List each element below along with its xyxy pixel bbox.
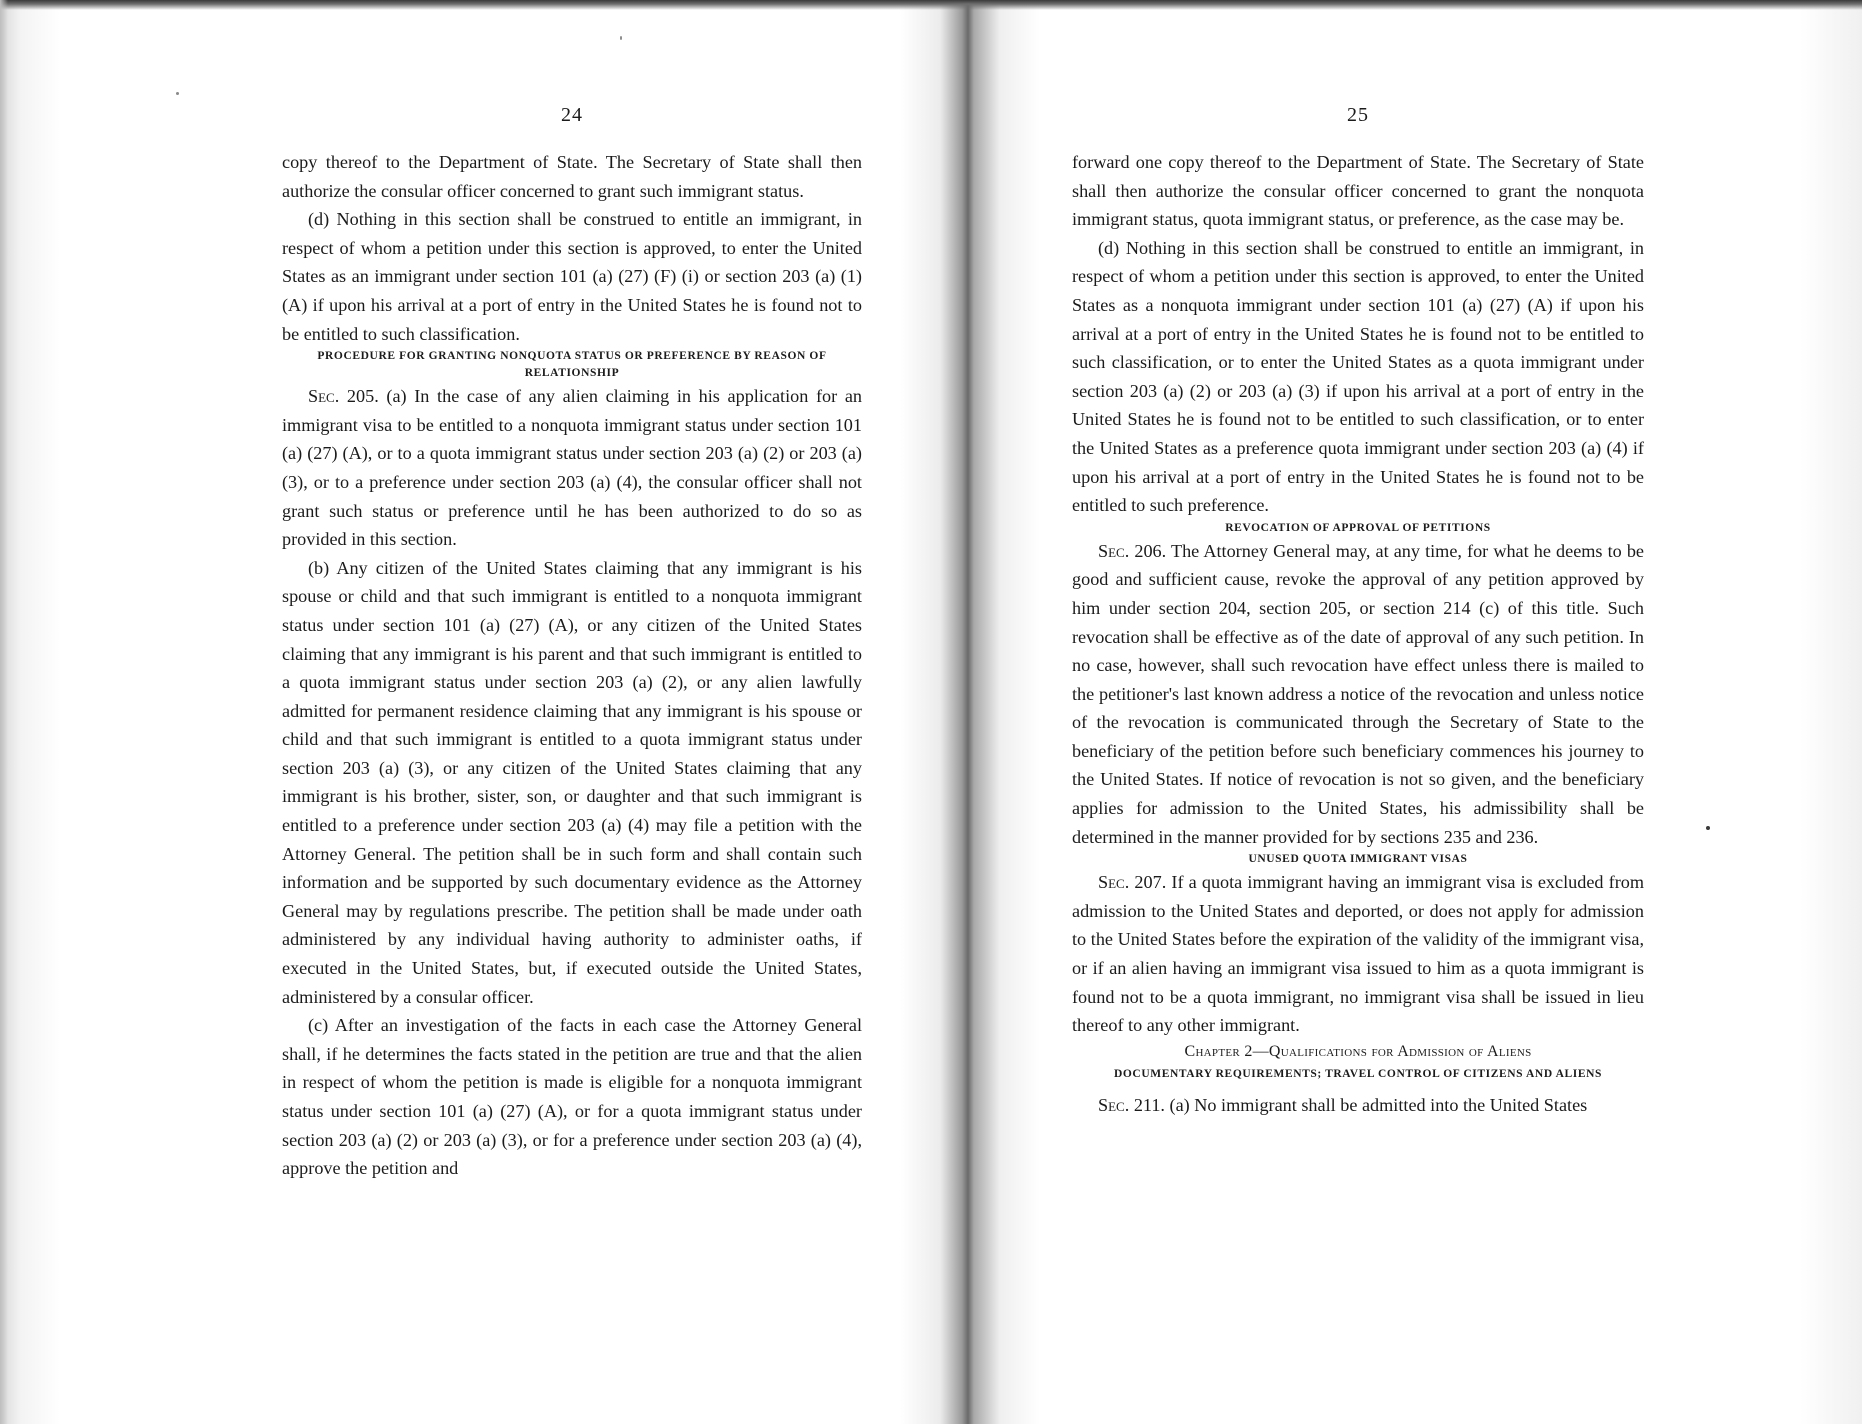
page-number-right: 25	[1347, 104, 1369, 126]
paragraph: (b) Any citizen of the United States claiming that any immigrant is his spouse or child and that such immigrant is entitled to a nonquota immigrant status under section 101 (a) (27) (A), or any citizen of the United States claiming that any immigrant is his parent and that such immigrant is entitled to a quota immigrant status under section 203 (a) (2), or any alien lawfully admitted for permanent residence claiming that any immigrant is his spouse or child and that such immigrant is entitled to a quota immigrant status under section 203 (a) (3), or any citizen of the United States claiming that any immigrant is his brother, sister, son, or daughter and that such immigrant is entitled to a preference under section 203 (a) (4) may file a petition with the Attorney General. The petition shall be in such form and shall contain such information and be supported by such documentary evidence as the Attorney General may by regulations prescribe. The petition shall be made under oath administered by any individual having authority to administer oaths, if executed in the United States, but, if executed outside the United States, administered by a consular officer.	[282, 557, 862, 1007]
scan-speck	[1706, 826, 1710, 830]
paragraph: (c) After an investigation of the facts in each case the Attorney General shall, if he determines the facts stated in the petition are true and that the alien in respect of whom the petition is made is eligible for a nonquota immigrant status under section 101 (a) (27) (A), or for a quota immigrant status under section 203 (a) (2) or 203 (a) (3), or for a preference under section 203 (a) (4), approve the petition and	[282, 1015, 862, 1179]
left-page	[282, 0, 862, 1424]
paragraph: forward one copy thereof to the Department of State. The Secretary of State shall then authorize the consular officer concerned to grant the nonquota immigrant status, quota immigrant status, or preference, as the case may be.	[1072, 152, 1644, 230]
right-page-text	[1072, 148, 1644, 1119]
page-edge-shadow	[0, 0, 8, 1424]
section-label: Sec. 205.	[308, 386, 379, 407]
paragraph-text: If a quota immigrant having an immigrant visa is excluded from admission to the United States and deported, or does not apply for admission to the United States before the expiration of the validity of the immigrant visa, or if an alien having an immigrant visa issued to him as a quota immigrant is found not to be a quota immigrant, no immigrant visa shall be issued in lieu thereof to any other immigrant.	[1072, 872, 1644, 1036]
section-label: Sec. 211.	[1098, 1094, 1165, 1115]
paragraph: (d) Nothing in this section shall be construed to entitle an immigrant, in respect of whom a petition under this section is approved, to enter the United States as an immigrant under section 101 (a) (27) (F) (i) or section 203 (a) (1) (A) if upon his arrival at a port of entry in the United States he is found not to be entitled to such classification.	[282, 209, 862, 344]
section-label: Sec. 206.	[1098, 540, 1167, 561]
scan-speck	[176, 92, 179, 95]
paragraph	[282, 382, 862, 554]
paragraph	[1072, 868, 1644, 1040]
paragraph: (d) Nothing in this section shall be construed to entitle an immigrant, in respect of whom a petition under this section is approved, to enter the United States as a nonquota immigrant under section 101 (a) (27) (A) if upon his arrival at a port of entry in the United States he is found not to be entitled to such classification, or to enter the United States as a quota immigrant under section 203 (a) (2) or 203 (a) (3) if upon his arrival at a port of entry in the United States he is found not to be entitled to such classification, or to enter the United States as a preference quota immigrant under section 203 (a) (4) if upon his arrival at a port of entry in the United States he is found not to be entitled to such preference.	[1072, 237, 1644, 516]
section-label: Sec. 207.	[1098, 872, 1167, 893]
section-heading: UNUSED QUOTA IMMIGRANT VISAS	[1248, 853, 1468, 866]
paragraph-text: The Attorney General may, at any time, for what he deems to be good and sufficient cause, revoke the approval of any petition approved by him under section 204, section 205, or section 214 (c) of this title. Such revocation shall be effective as of the date of approval of any such petition. In no case, however, shall such revocation have effect unless there is mailed to the petitioner's last known address a notice of the revocation and unless notice of the revocation is communicated through the Secretary of State to the beneficiary of the petition before such beneficiary commences his journey to the United States. If notice of revocation is not so given, and the beneficiary applies for admission to the United States, his admissibility shall be determined in the manner provided for by sections 235 and 236.	[1072, 540, 1644, 847]
section-heading: REVOCATION OF APPROVAL OF PETITIONS	[1225, 521, 1491, 534]
left-page-text	[282, 148, 862, 1183]
section-heading: DOCUMENTARY REQUIREMENTS; TRAVEL CONTROL OF CITIZENS AND ALIENS	[1113, 1067, 1602, 1080]
chapter-heading: Chapter 2—Qualifications for Admission of Aliens	[1184, 1042, 1532, 1060]
right-page	[1072, 0, 1644, 1424]
paragraph-text: (a) No immigrant shall be admitted into the United States	[1164, 1094, 1588, 1115]
paragraph	[1072, 1091, 1644, 1120]
paragraph	[1072, 537, 1644, 852]
page-number-left: 24	[561, 104, 583, 126]
scan-speck	[620, 36, 622, 40]
paragraph: copy thereof to the Department of State. The Secretary of State shall then authorize the consular officer concerned to grant such immigrant status.	[282, 152, 862, 201]
section-heading: PROCEDURE FOR GRANTING NONQUOTA STATUS OR PREFERENCE BY REASON OF RELATIONSHIP	[317, 350, 827, 380]
paragraph-text: (a) In the case of any alien claiming in his application for an immigrant visa to be entitled to a nonquota immigrant status under section 101 (a) (27) (A), or to a quota immigrant status under section 203 (a) (2) or 203 (a) (3), or to a preference under section 203 (a) (4), the consular officer shall not grant such status or preference until he has been authorized to do so as provided in this section.	[282, 386, 863, 550]
